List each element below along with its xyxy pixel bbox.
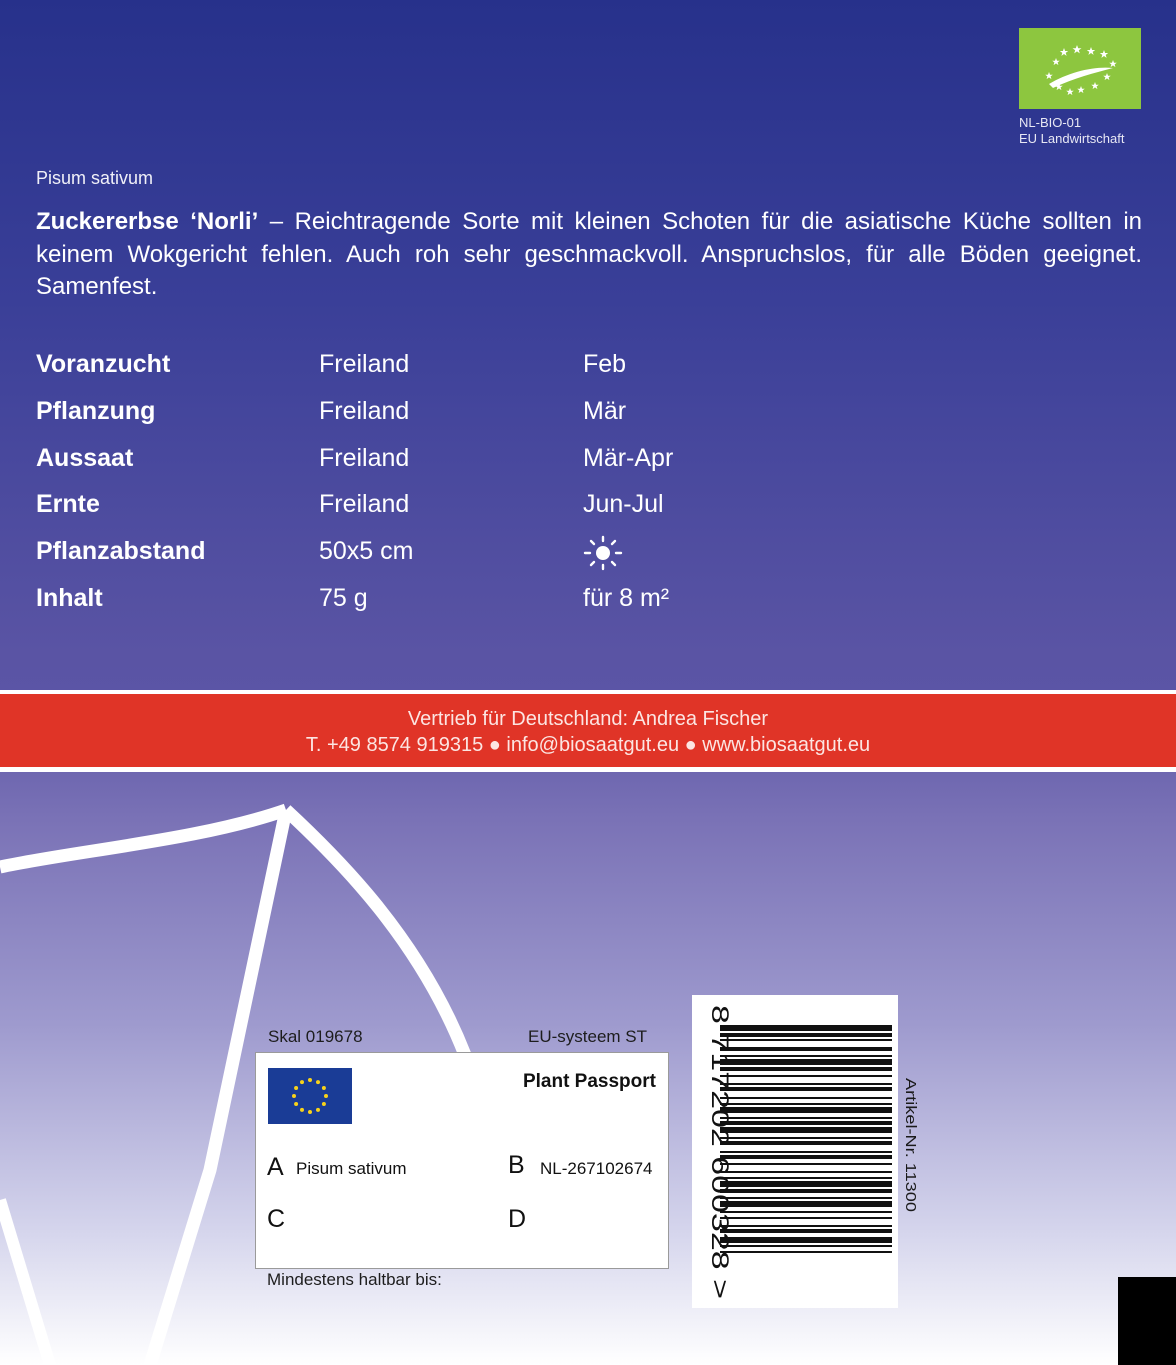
field-b-value: NL-267102674 bbox=[540, 1159, 653, 1178]
distributor-line: Vertrieb für Deutschland: Andrea Fischer bbox=[407, 708, 769, 730]
field-a-letter: A bbox=[267, 1153, 284, 1181]
barcode-bars bbox=[720, 1025, 892, 1287]
barcode-bar bbox=[720, 1055, 892, 1057]
row-label: Aussaat bbox=[36, 444, 134, 472]
barcode-bar bbox=[720, 1197, 892, 1199]
barcode-bar bbox=[720, 1189, 892, 1193]
row-location: Freiland bbox=[319, 444, 410, 472]
barcode-bar bbox=[720, 1229, 892, 1233]
description-text: – Reichtragende Sorte mit kleinen Schoten für die asiatische Küche sollten in keinem Wokgericht fehlen. Auch roh sehr geschmackvoll. Anspruchslos, für alle Böden geeignet. Samenfest. bbox=[36, 208, 1142, 300]
best-before-label: Mindestens haltbar bis: bbox=[267, 1270, 442, 1289]
product-name: Zuckererbse ‘Norli’ bbox=[36, 208, 259, 235]
barcode-bar bbox=[720, 1163, 892, 1165]
barcode-bar bbox=[720, 1137, 892, 1139]
article-number: Artikel-Nr. 11300 bbox=[902, 1078, 919, 1189]
skal-number: Skal 019678 bbox=[268, 1027, 363, 1046]
barcode-bar bbox=[720, 1151, 892, 1153]
article-number-box bbox=[898, 1078, 934, 1212]
eu-flag-icon bbox=[268, 1068, 352, 1124]
row-label: Voranzucht bbox=[36, 350, 171, 378]
row-location: Freiland bbox=[319, 397, 410, 425]
barcode-bar bbox=[720, 1083, 892, 1085]
row-period: Mär-Apr bbox=[583, 444, 674, 472]
row-period: Jun-Jul bbox=[583, 490, 664, 518]
barcode-bar bbox=[720, 1059, 892, 1065]
certification-code: NL-BIO-01 bbox=[1019, 115, 1082, 130]
row-period: Feb bbox=[583, 350, 627, 378]
row-label: Ernte bbox=[36, 490, 100, 518]
row-location: Freiland bbox=[319, 490, 410, 518]
certification-text bbox=[1019, 115, 1125, 147]
barcode-bar bbox=[720, 1033, 892, 1037]
row-label: Inhalt bbox=[36, 584, 103, 612]
barcode-bar bbox=[720, 1127, 892, 1133]
field-c-letter: C bbox=[267, 1205, 286, 1233]
barcode-bar bbox=[720, 1245, 892, 1247]
barcode-bar bbox=[720, 1121, 892, 1125]
barcode bbox=[692, 995, 898, 1308]
row-period: Mär bbox=[583, 397, 627, 425]
row-location: Freiland bbox=[319, 350, 410, 378]
contact-line: T. +49 8574 919315 ● info@biosaatgut.eu ● www.biosaatgut.eu bbox=[305, 734, 871, 756]
distribution-box bbox=[0, 694, 1176, 767]
corner-mark bbox=[1118, 1277, 1176, 1365]
barcode-bar bbox=[720, 1025, 892, 1031]
barcode-number: 8 717202 600328 > bbox=[706, 1005, 733, 1213]
field-b-letter: B bbox=[508, 1151, 525, 1179]
barcode-bar bbox=[720, 1201, 892, 1207]
barcode-bar bbox=[720, 1067, 892, 1071]
barcode-bar bbox=[720, 1075, 892, 1077]
row-period: für 8 m² bbox=[583, 584, 670, 612]
barcode-bar bbox=[720, 1039, 892, 1041]
barcode-bar bbox=[720, 1107, 892, 1113]
barcode-bar bbox=[720, 1087, 892, 1091]
barcode-bar bbox=[720, 1097, 892, 1099]
field-a-value: Pisum sativum bbox=[296, 1159, 407, 1178]
row-location: 50x5 cm bbox=[319, 537, 414, 565]
barcode-bar bbox=[720, 1251, 892, 1253]
plant-passport-title: Plant Passport bbox=[522, 1071, 656, 1092]
barcode-bar bbox=[720, 1047, 892, 1051]
barcode-bar bbox=[720, 1155, 892, 1159]
row-label: Pflanzung bbox=[36, 397, 156, 425]
distribution-band bbox=[0, 690, 1176, 772]
product-description bbox=[36, 206, 1142, 304]
barcode-bar bbox=[720, 1237, 892, 1243]
species-name: Pisum sativum bbox=[36, 168, 154, 188]
barcode-bar bbox=[720, 1117, 892, 1119]
plant-passport bbox=[255, 1052, 669, 1269]
row-label: Pflanzabstand bbox=[36, 537, 206, 565]
barcode-bar bbox=[720, 1217, 892, 1219]
row-location: 75 g bbox=[319, 584, 368, 612]
certification-origin: EU Landwirtschaft bbox=[1019, 131, 1125, 146]
eu-system: EU-systeem ST bbox=[528, 1027, 648, 1046]
barcode-bar bbox=[720, 1225, 892, 1227]
barcode-bar bbox=[720, 1211, 892, 1213]
barcode-bar bbox=[720, 1177, 892, 1179]
sun-icon bbox=[583, 535, 623, 578]
barcode-bar bbox=[720, 1103, 892, 1105]
field-d-letter: D bbox=[508, 1205, 527, 1233]
barcode-bar bbox=[720, 1141, 892, 1145]
barcode-bar bbox=[720, 1181, 892, 1187]
eu-organic-logo bbox=[1019, 28, 1141, 109]
eu-organic-leaf-icon bbox=[1019, 28, 1141, 109]
barcode-bar bbox=[720, 1171, 892, 1173]
